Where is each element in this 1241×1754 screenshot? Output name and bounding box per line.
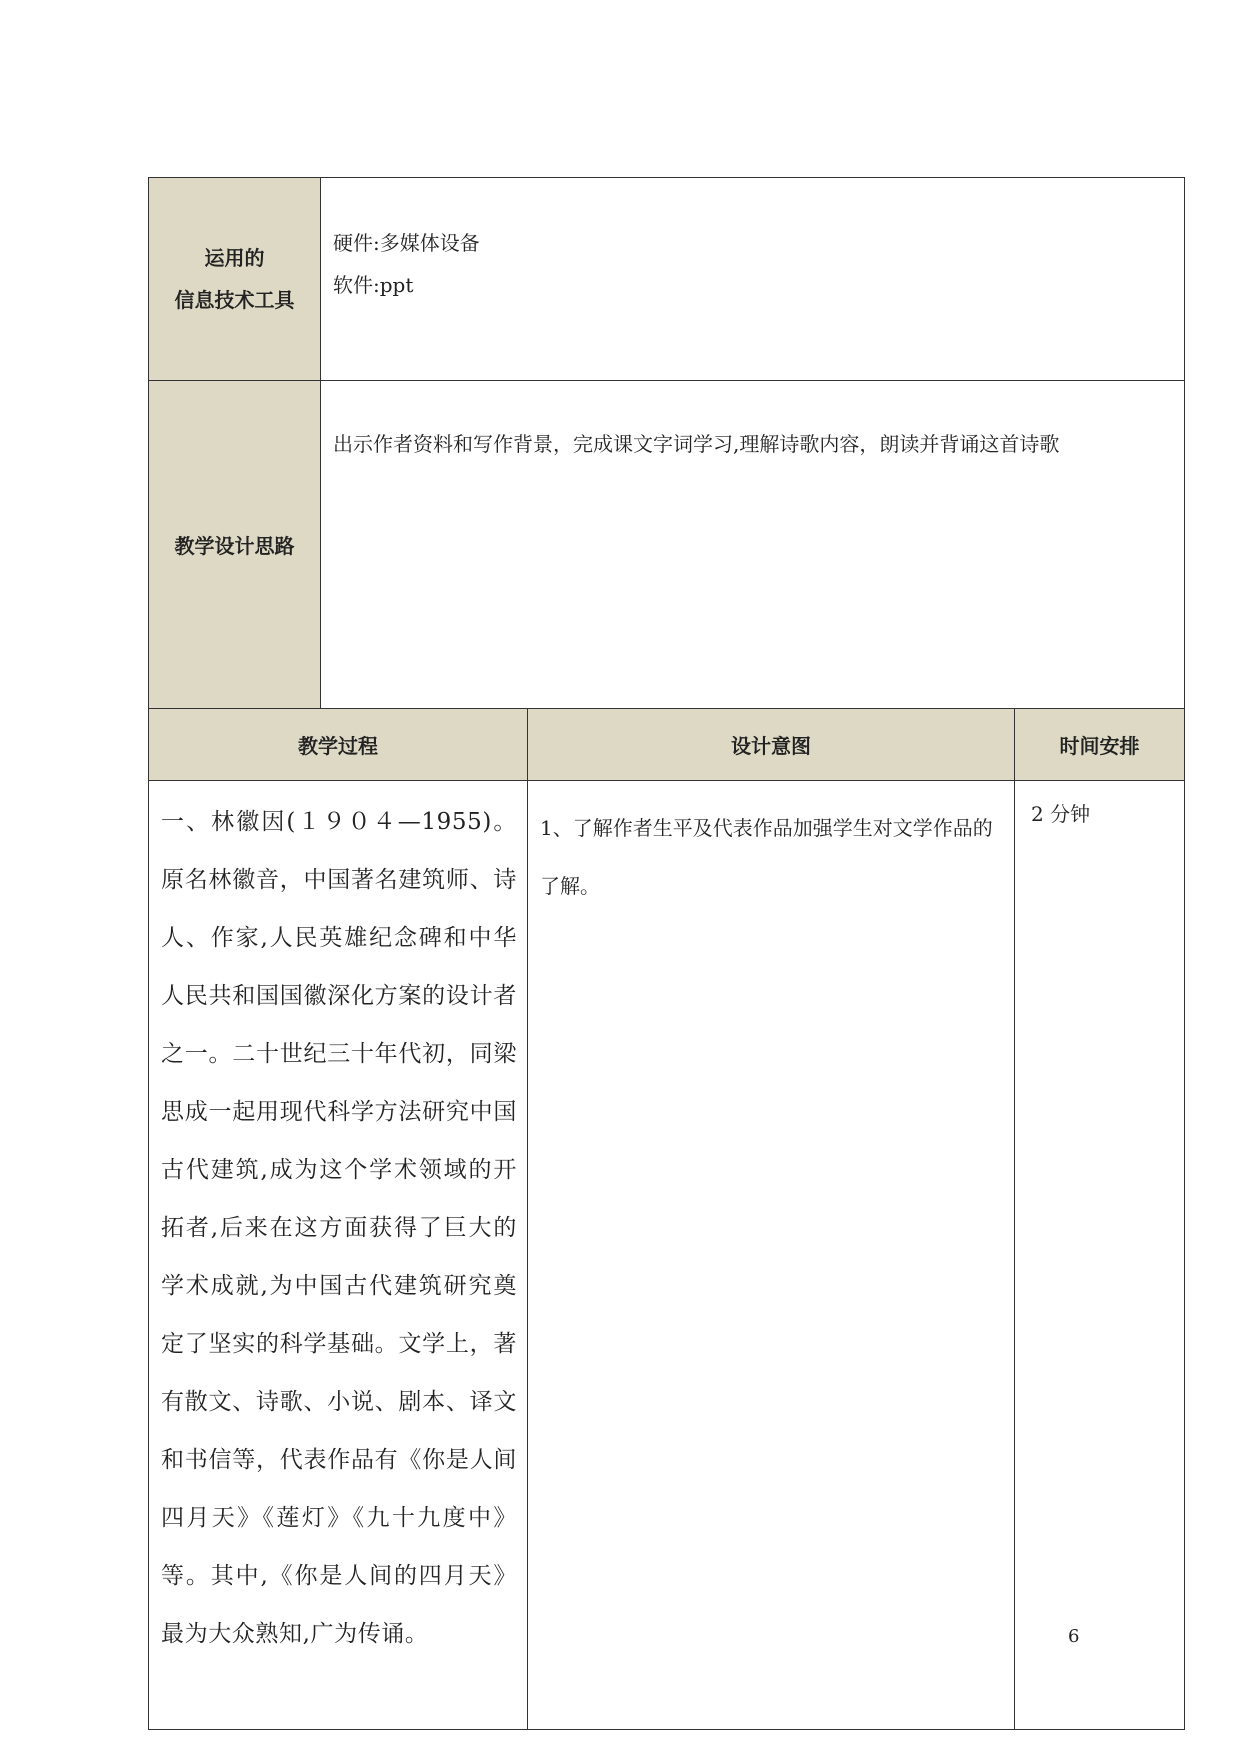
tools-row [149,178,1185,381]
tools-content-cell [321,178,1185,381]
tools-label-line2: 信息技术工具 [174,288,295,312]
table-header-row [149,709,1185,781]
header-time: 时间安排 [1015,709,1185,781]
design-content: 出示作者资料和写作背景，完成课文字词学习,理解诗歌内容，朗读并背诵这首诗歌 [333,432,1060,456]
design-content-cell [321,381,1185,709]
software-text: 软件:ppt [333,273,414,297]
process-text: 一、林徽因(１９０４—1955)。原名林徽音，中国著名建筑师、诗人、作家,人民英雄纪念碑和中华人民共和国国徽深化方案的设计者之一。二十世纪三十年代初，同梁思成一起用现代科学方法研究中国古代建筑,成为这个学术领域的开拓者,后来在这方面获得了巨大的学术成就,为中国古代建筑研究奠定了坚实的科学基础。文学上，著有散文、诗歌、小说、剧本、译文和书信等，代表作品有《你是人间四月天》《莲灯》《九十九度中》等。其中,《你是人间的四月天》最为大众熟知,广为传诵。 [161,809,517,1647]
intent-cell [528,781,1015,1730]
header-intent: 设计意图 [528,709,1015,781]
time-text: 2 分钟 [1031,802,1091,826]
body-row [149,781,1185,1730]
header-process: 教学过程 [149,709,528,781]
design-label: 教学设计思路 [174,534,295,558]
tools-label-line1: 运用的 [204,246,265,270]
process-cell [149,781,528,1730]
time-cell [1015,781,1185,1730]
lesson-plan-table [148,177,1185,1730]
design-label-cell [149,381,321,709]
intent-text: 1、了解作者生平及代表作品加强学生对文学作品的了解。 [540,816,993,898]
design-row [149,381,1185,709]
hardware-text: 硬件:多媒体设备 [333,231,480,255]
tools-label-cell [149,178,321,381]
page-number: 6 [1068,1626,1080,1647]
